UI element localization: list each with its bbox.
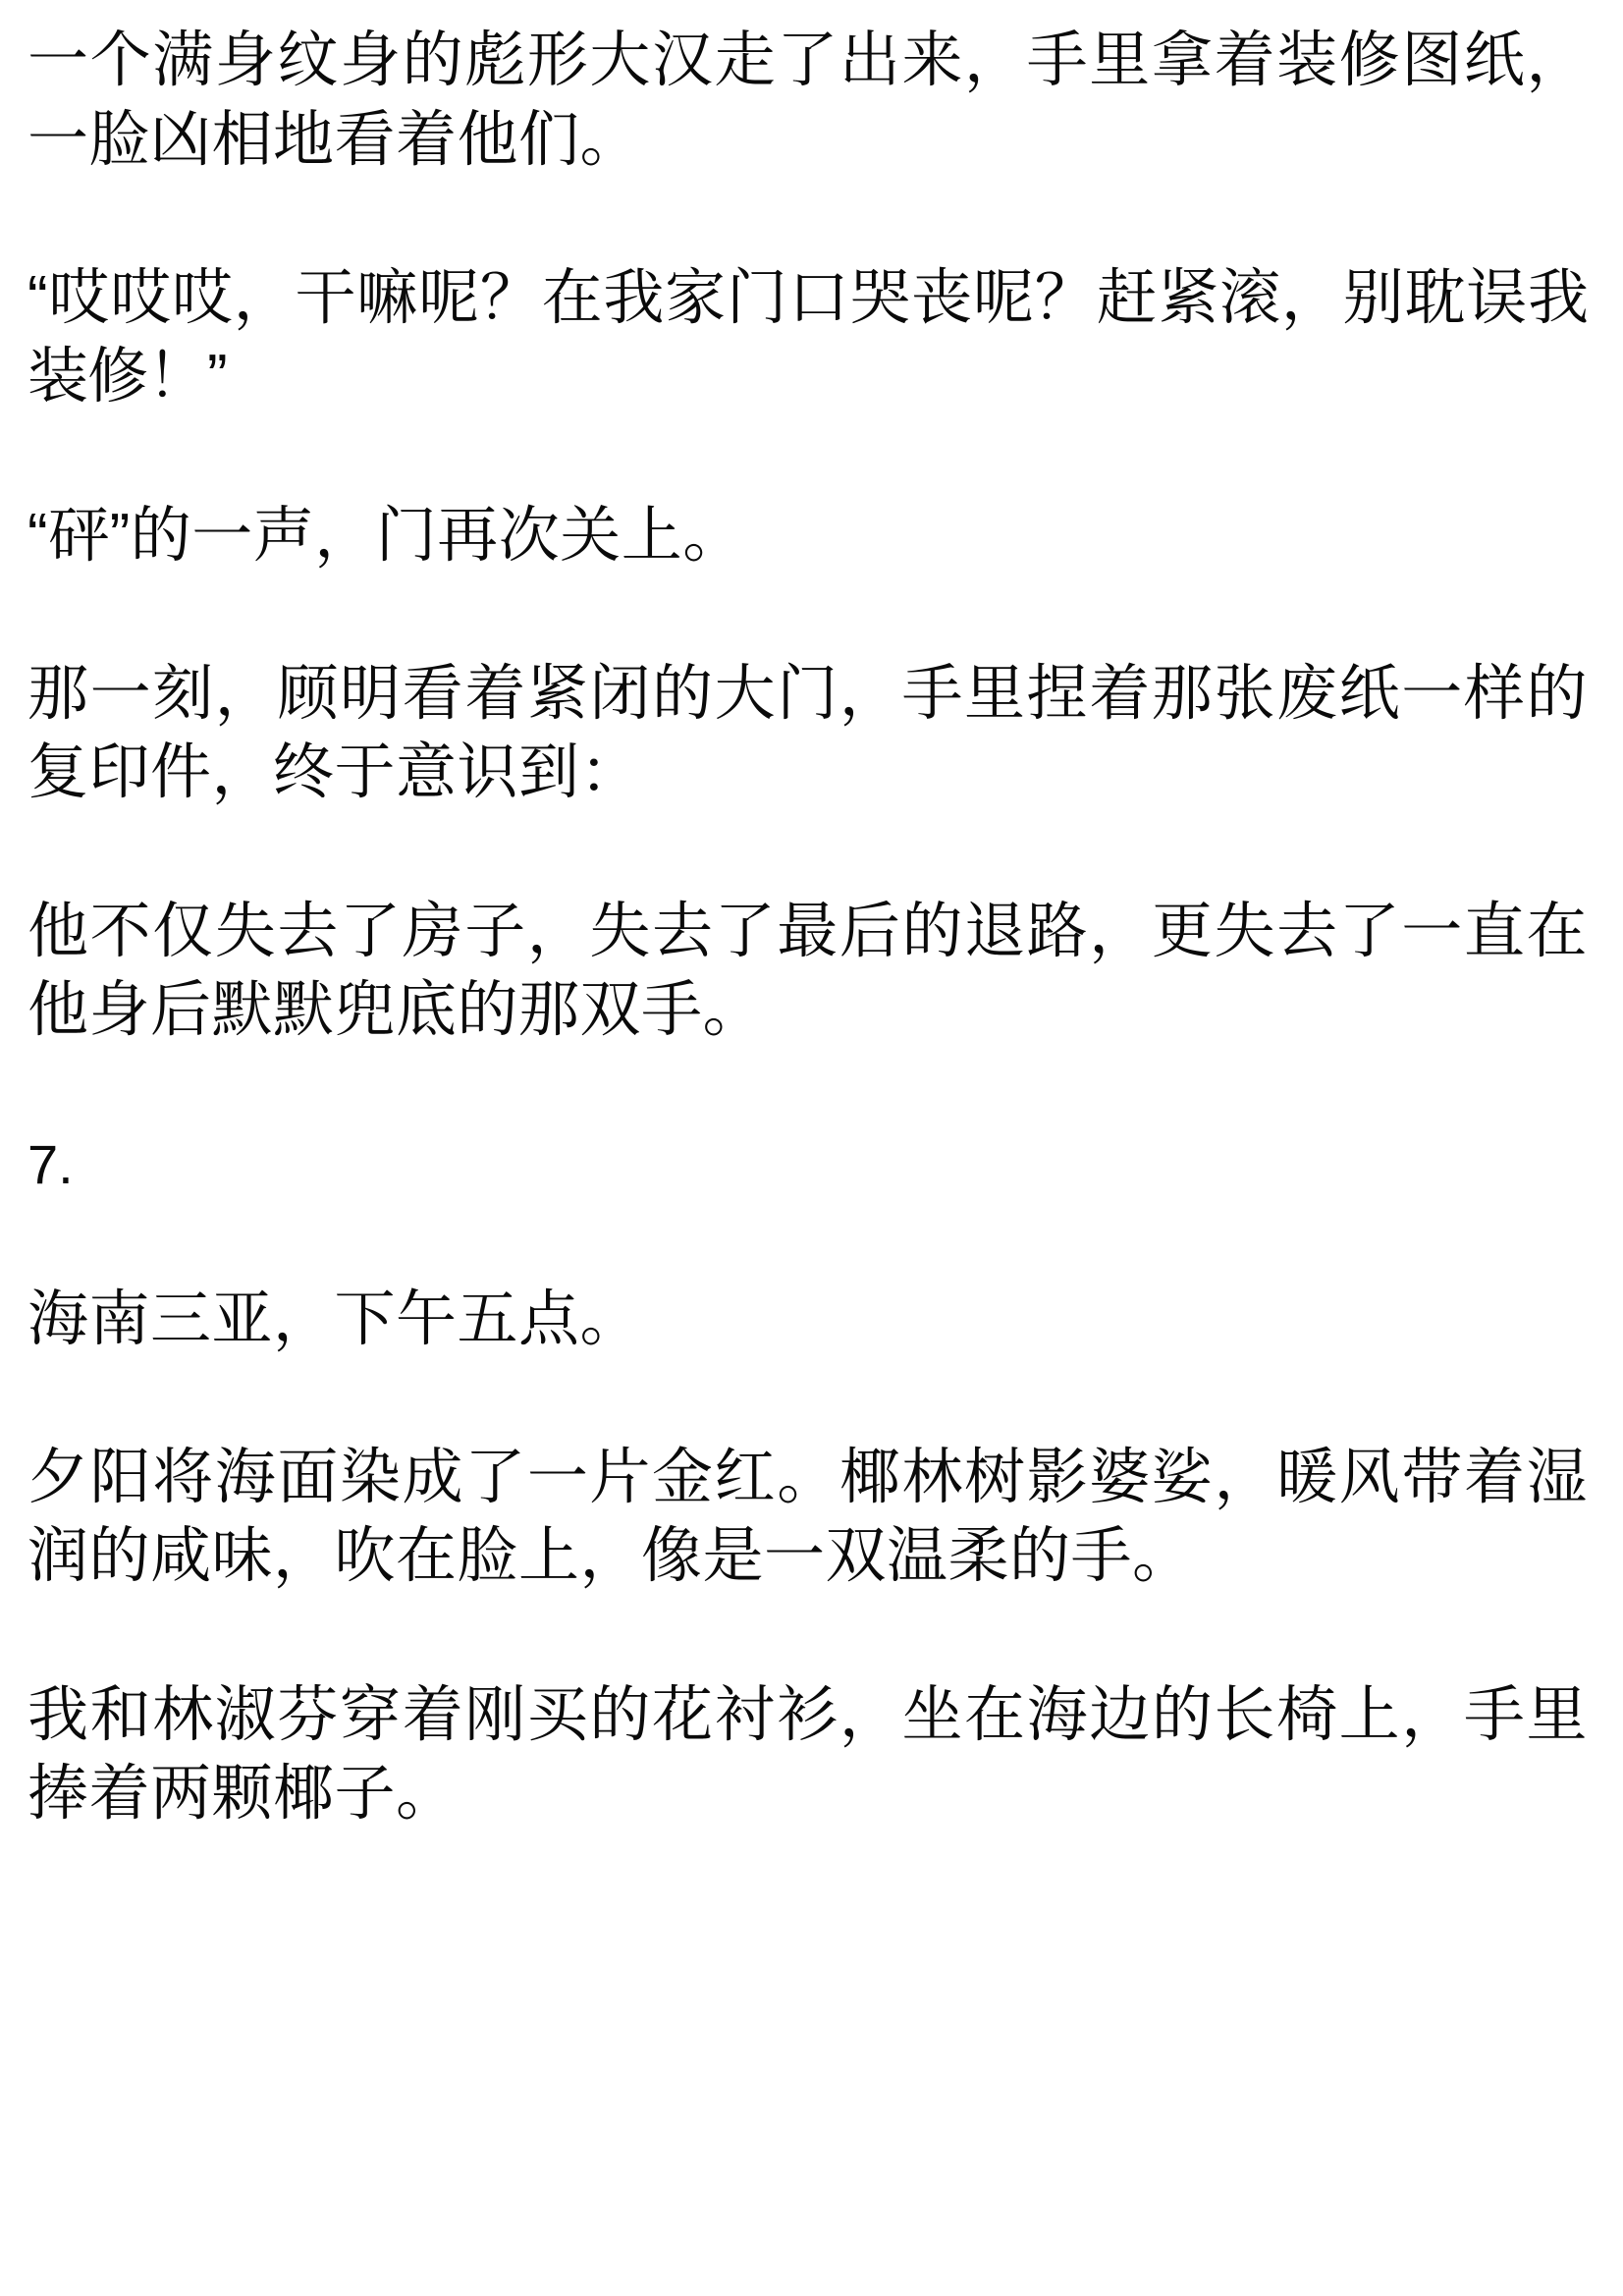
section-number: 7.: [27, 1133, 74, 1196]
paragraph-spacer: [27, 417, 1588, 497]
paragraph: 海南三亚，下午五点。: [27, 1285, 642, 1353]
paragraph-spacer: [27, 1051, 1588, 1130]
paragraph: 一个满身纹身的彪形大汉走了出来，手里拿着装修图纸，一脸凶相地看着他们。: [27, 27, 1588, 174]
paragraph: 他不仅失去了房子，失去了最后的退路，更失去了一直在他身后默默兜底的那双手。: [27, 897, 1588, 1045]
paragraph-spacer: [27, 1597, 1588, 1676]
paragraph: 那一刻，顾明看着紧闭的大门，手里捏着那张废纸一样的复印件，终于意识到：: [27, 659, 1588, 807]
paragraph-spacer: [27, 1201, 1588, 1281]
paragraph-spacer: [27, 575, 1588, 655]
paragraph-spacer: [27, 1359, 1588, 1439]
paragraph: “哎哎哎，干嘛呢？在我家门口哭丧呢？赶紧滚，别耽误我装修！”: [27, 263, 1588, 411]
paragraph: 夕阳将海面染成了一片金红。椰林树影婆娑，暖风带着湿润的咸味，吹在脸上，像是一双温柔的手。: [27, 1443, 1588, 1591]
paragraph-spacer: [27, 813, 1588, 893]
paragraph-spacer: [27, 180, 1588, 259]
paragraph: “砰”的一声，门再次关上。: [27, 501, 744, 570]
paragraph: 我和林淑芬穿着刚买的花衬衫，坐在海边的长椅上，手里捧着两颗椰子。: [27, 1680, 1588, 1829]
document-body: [27, 22, 1588, 1834]
